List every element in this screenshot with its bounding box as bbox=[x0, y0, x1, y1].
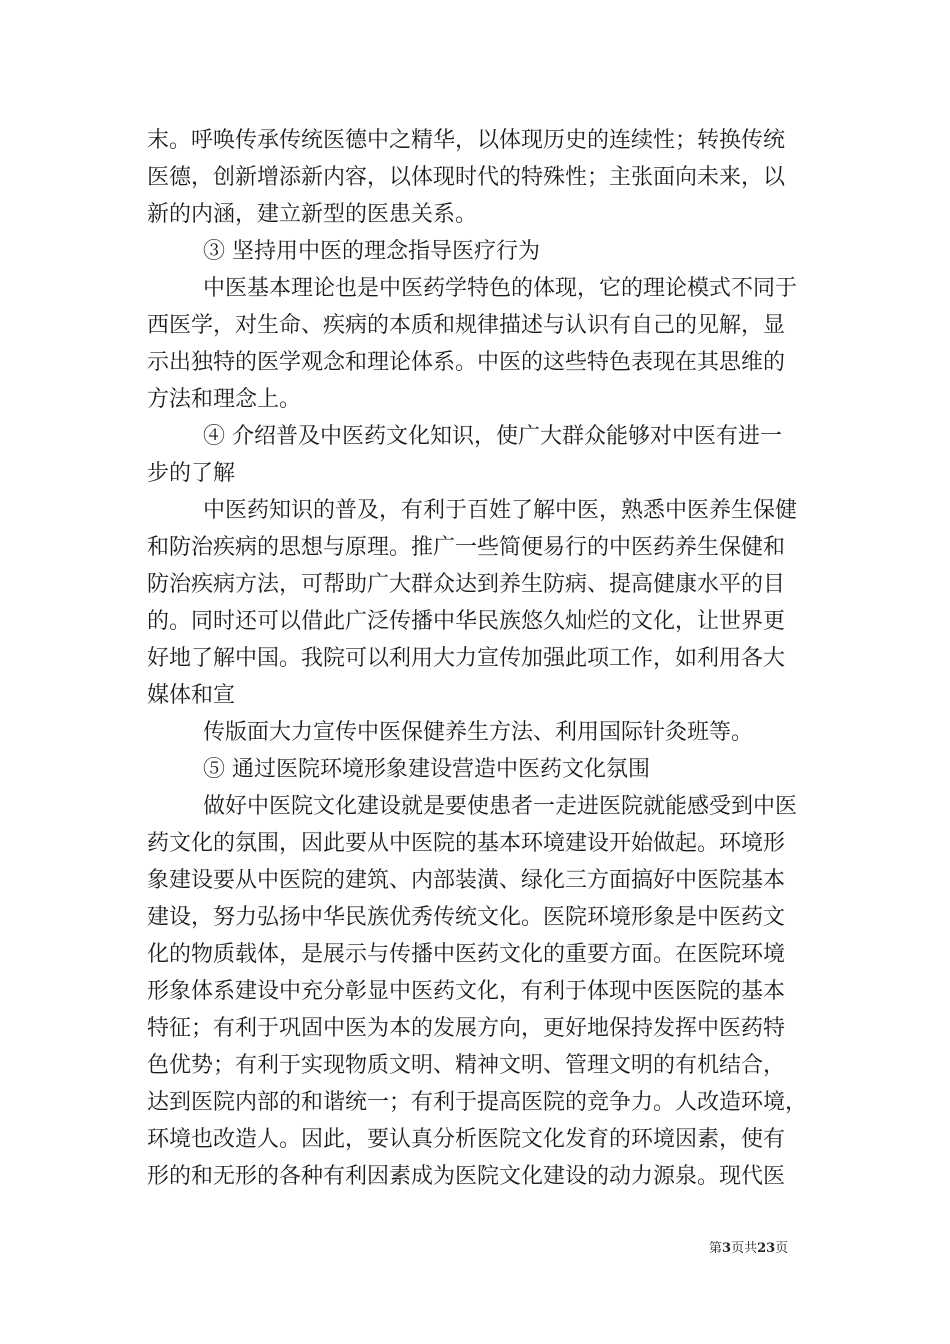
text-line: 示出独特的医学观念和理论体系。中医的这些特色表现在其思维的 bbox=[147, 350, 786, 375]
paragraph-start: 中医药知识的普及，有利于百姓了解中医，熟悉中医养生保健 bbox=[203, 498, 798, 523]
paragraph-start: 传版面大力宣传中医保健养生方法、利用国际针灸班等。 bbox=[203, 720, 754, 745]
paragraph-start: 中医基本理论也是中医药学特色的体现，它的理论模式不同于 bbox=[203, 276, 798, 301]
total-pages-number: 23 bbox=[757, 1241, 776, 1256]
section-heading: ⑤ 通过医院环境形象建设营造中医药文化氛围 bbox=[203, 757, 650, 782]
text-line: 药文化的氛围，因此要从中医院的基本环境建设开始做起。环境形 bbox=[147, 831, 786, 856]
paragraph-start: 做好中医院文化建设就是要使患者一走进医院就能感受到中医 bbox=[203, 794, 798, 819]
text-line: 步的了解 bbox=[147, 461, 236, 486]
section-heading: ④ 介绍普及中医药文化知识，使广大群众能够对中医有进一 bbox=[203, 424, 782, 449]
text-line: 防治疾病方法，可帮助广大群众达到养生防病、提高健康水平的目 bbox=[147, 572, 786, 597]
text-line: 末。呼唤传承传统医德中之精华，以体现历史的连续性；转换传统 bbox=[147, 128, 786, 153]
text-line: 形的和无形的各种有利因素成为医院文化建设的动力源泉。现代医 bbox=[147, 1164, 786, 1189]
text-line: 化的物质载体，是展示与传播中医药文化的重要方面。在医院环境 bbox=[147, 942, 786, 967]
text-line: 好地了解中国。我院可以利用大力宣传加强此项工作，如利用各大 bbox=[147, 646, 786, 671]
footer-suffix: 页 bbox=[775, 1241, 789, 1256]
text-line: 环境也改造人。因此，要认真分析医院文化发育的环境因素，使有 bbox=[147, 1127, 786, 1152]
page-footer bbox=[709, 1240, 788, 1258]
text-line: 建设，努力弘扬中华民族优秀传统文化。医院环境形象是中医药文 bbox=[147, 905, 786, 930]
text-line: 色优势；有利于实现物质文明、精神文明、管理文明的有机结合， bbox=[147, 1053, 786, 1078]
text-line: 达到医院内部的和谐统一；有利于提高医院的竞争力。人改造环境， bbox=[147, 1090, 808, 1115]
footer-prefix: 第 bbox=[709, 1241, 723, 1256]
text-line: 西医学，对生命、疾病的本质和规律描述与认识有自己的见解，显 bbox=[147, 313, 786, 338]
current-page-number: 3 bbox=[722, 1241, 732, 1256]
text-line: 特征；有利于巩固中医为本的发展方向，更好地保持发挥中医药特 bbox=[147, 1016, 786, 1041]
text-line: 医德，创新增添新内容，以体现时代的特殊性；主张面向未来，以 bbox=[147, 165, 786, 190]
text-line: 新的内涵，建立新型的医患关系。 bbox=[147, 202, 478, 227]
text-line: 形象体系建设中充分彰显中医药文化，有利于体现中医医院的基本 bbox=[147, 979, 786, 1004]
section-heading: ③ 坚持用中医的理念指导医疗行为 bbox=[203, 239, 540, 264]
text-line: 媒体和宣 bbox=[147, 683, 236, 708]
footer-middle: 页共 bbox=[731, 1241, 758, 1256]
text-line: 的。同时还可以借此广泛传播中华民族悠久灿烂的文化，让世界更 bbox=[147, 609, 786, 634]
text-line: 和防治疾病的思想与原理。推广一些简便易行的中医药养生保健和 bbox=[147, 535, 786, 560]
text-line: 方法和理念上。 bbox=[147, 387, 302, 412]
text-line: 象建设要从中医院的建筑、内部装潢、绿化三方面搞好中医院基本 bbox=[147, 868, 786, 893]
